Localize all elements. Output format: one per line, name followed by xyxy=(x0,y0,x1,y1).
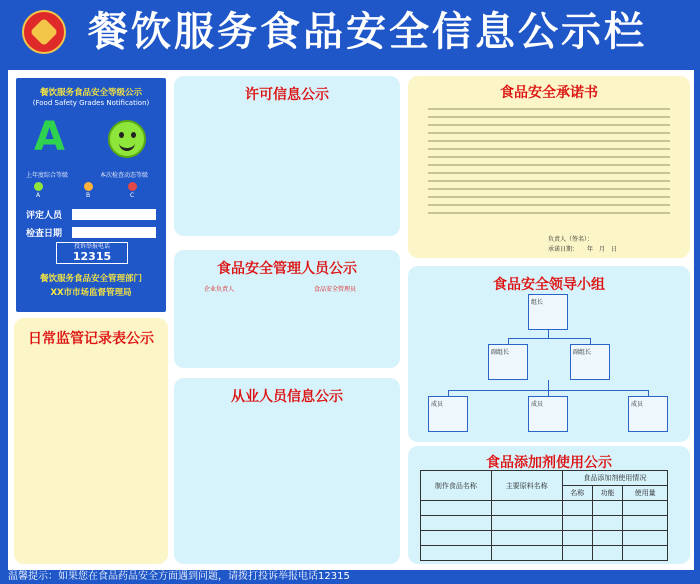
table-row xyxy=(421,471,668,486)
org-leader-box xyxy=(528,294,568,330)
license-title: 许可信息公示 xyxy=(245,87,329,103)
header-banner xyxy=(0,0,700,64)
notice-board xyxy=(8,70,694,570)
face-orange-icon xyxy=(84,182,93,191)
col-usage-header: 食品添加剂使用情况 xyxy=(562,471,667,486)
hotline-number: 12315 xyxy=(72,250,112,263)
face-red-icon xyxy=(128,182,137,191)
face-c-label: C xyxy=(130,192,135,199)
face-b-label: B xyxy=(86,192,91,199)
footer-notice: 温馨提示：如果您在食品药品安全方面遇到问题，请拨打投诉举报电话12315 xyxy=(8,571,350,582)
promise-panel xyxy=(408,76,690,258)
col-function-header: 功能 xyxy=(592,486,622,501)
promise-date-label: 承诺日期： 年 月 日 xyxy=(548,246,618,253)
org-leader-label: 组长 xyxy=(531,299,544,306)
org-line xyxy=(508,338,590,339)
org-member1-box xyxy=(428,396,468,432)
table-row xyxy=(421,501,668,516)
manager-left-label: 企业负责人 xyxy=(204,286,235,293)
additive-title: 食品添加剂使用公示 xyxy=(486,455,612,471)
managers-panel xyxy=(174,250,400,368)
table-row xyxy=(421,516,668,531)
table-row xyxy=(421,531,668,546)
daily-record-panel xyxy=(14,318,168,564)
grade-letter: A xyxy=(34,114,65,160)
hotline-box xyxy=(56,242,128,264)
page-title: 餐饮服务食品安全信息公示栏 xyxy=(88,9,647,55)
staff-title: 从业人员信息公示 xyxy=(231,389,343,405)
promise-sign-label: 负责人（签名）： xyxy=(548,236,594,243)
promise-text-block xyxy=(428,102,670,220)
assessor-label: 评定人员 xyxy=(26,211,63,221)
org-member3-box xyxy=(628,396,668,432)
org-member1-label: 成员 xyxy=(431,401,444,408)
org-deputy1-box xyxy=(488,344,528,380)
org-deputy2-box xyxy=(570,344,610,380)
org-member3-label: 成员 xyxy=(631,401,644,408)
dept-line2: XX市市场监督管理局 xyxy=(50,288,132,298)
grade-panel xyxy=(14,76,168,314)
col-amount-header: 使用量 xyxy=(623,486,668,501)
org-line xyxy=(548,330,549,338)
additive-panel xyxy=(408,446,690,564)
assessor-field xyxy=(72,209,156,220)
org-member2-box xyxy=(528,396,568,432)
promise-title: 食品安全承诺书 xyxy=(500,85,598,101)
year-grade-label: 上年度综合等级 xyxy=(26,172,69,179)
additive-table xyxy=(420,470,668,561)
hotline-label: 投诉举报电话 xyxy=(73,243,110,250)
face-a-label: A xyxy=(36,192,41,199)
manager-right-label: 食品安全管理员 xyxy=(314,286,357,293)
check-date-field xyxy=(72,227,156,238)
org-deputy1-label: 副组长 xyxy=(491,349,510,356)
daily-record-title: 日常监管记录表公示 xyxy=(28,331,154,347)
smiley-face-icon xyxy=(108,120,146,158)
smile-green-icon xyxy=(34,182,43,191)
org-deputy2-label: 副组长 xyxy=(573,349,592,356)
table-row xyxy=(421,546,668,561)
national-emblem-icon xyxy=(22,10,66,54)
org-member2-label: 成员 xyxy=(531,401,544,408)
grade-title: 餐饮服务食品安全等级公示 xyxy=(39,88,142,98)
dept-line1: 餐饮服务食品安全管理部门 xyxy=(39,274,142,284)
grade-subtitle: (Food Safety Grades Notification) xyxy=(32,99,150,107)
leadership-title: 食品安全领导小组 xyxy=(493,277,605,293)
license-panel xyxy=(174,76,400,236)
leadership-panel xyxy=(408,266,690,442)
check-grade-label: 本次检查动态等级 xyxy=(100,172,149,179)
check-date-label: 检查日期 xyxy=(26,229,63,239)
col-food-header: 制作食品名称 xyxy=(421,471,492,501)
org-line xyxy=(548,380,549,390)
col-ingredients-header: 主要原料名称 xyxy=(491,471,562,501)
staff-panel xyxy=(174,378,400,564)
managers-title: 食品安全管理人员公示 xyxy=(217,261,357,277)
col-name-header: 名称 xyxy=(562,486,592,501)
